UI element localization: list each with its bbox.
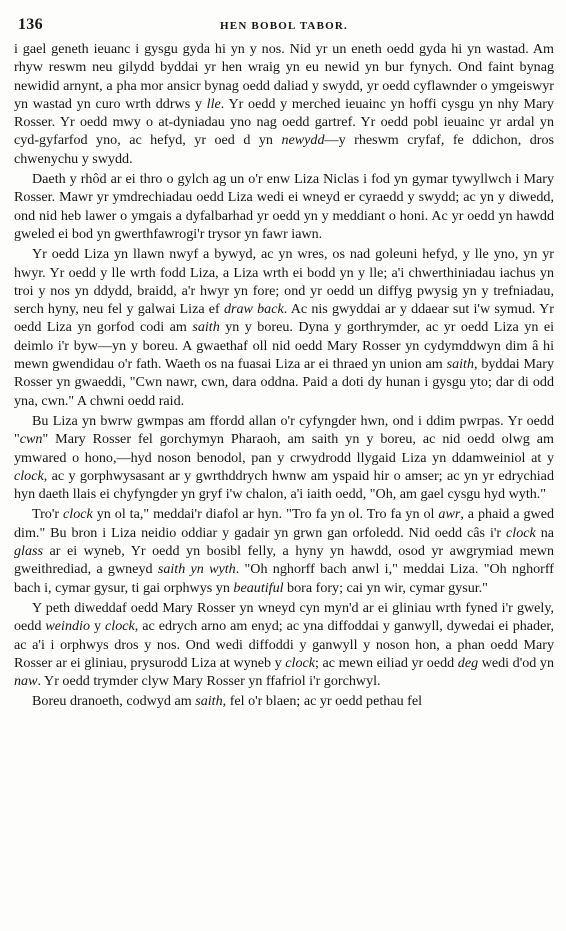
- text-run: , ac edrych arno am enyd; ac yna diffoddai y ganwyll, dywedai ei phader, ac a'i i orphwys dros y nos. Ond wedi diffoddi y ganwyll y noson hon, a phan oedd Mary Rosser ar ei gliniau, prysurodd Liza at wyneb y: [14, 618, 554, 671]
- paragraph: [14, 692, 554, 710]
- paragraph: [14, 40, 554, 168]
- paragraph: [14, 505, 554, 596]
- italic-text: saith: [192, 319, 220, 336]
- text-run: . Yr oedd y merched ieuainc yn hoffi cysgu yn nhy Mary Rosser. Yr oedd mwy o at-dyniadau yno nag oedd gartref. Yr oedd pobl ieuainc yr ardal yn cyd-gyfarfod yno, ac hefyd, yr oed d yn: [14, 95, 554, 149]
- text-run: , fel o'r blaen; ac yr oedd pethau fel: [222, 693, 423, 710]
- body-text: [14, 40, 554, 711]
- text-run: Daeth y rhôd ar ei thro o gylch ag un o'r enw Liza Niclas i fod yn gymar tywyllwch i Mary Rosser. Mawr yr ymdrechiadau oedd Liza wedi ei wneyd er cyraedd y swydd; ac yn y diwedd, ond nid heb lawer o ymgais a dyfalbarhad yr oedd yn y meddiant o honi. Ac yr oedd yn hawdd gweled ei bod yn gwerthfawrogi'r trysor yn fawr iawn.: [14, 171, 554, 242]
- paragraph: [14, 599, 554, 690]
- text-run: . Ac nis gwyddai ar y ddaear sut i'w symud. Yr oedd Liza yn gorfod codi am: [14, 301, 555, 336]
- italic-text: clock: [14, 467, 44, 484]
- italic-text: saith yn wyth: [157, 561, 236, 578]
- running-head: [14, 16, 554, 40]
- italic-text: weindio: [45, 618, 91, 635]
- paragraph: [14, 245, 554, 410]
- italic-text: clock: [63, 506, 93, 523]
- text-run: wedi d'od yn: [478, 654, 555, 671]
- italic-text: clock: [285, 654, 316, 671]
- italic-text: cwn: [19, 431, 43, 448]
- text-run: Bu Liza yn bwrw gwmpas am ffordd allan o'r cyfyngder hwn, ond i ddim pwrpas. Yr oedd ": [14, 412, 554, 448]
- italic-text: deg: [457, 654, 479, 671]
- italic-text: awr: [438, 506, 461, 523]
- text-run: Y peth diweddaf oedd Mary Rosser yn wneyd cyn myn'd ar ei gliniau wrth fyned i'r gwely, oedd: [14, 599, 554, 635]
- italic-text: clock: [506, 524, 536, 541]
- italic-text: glass: [14, 543, 43, 560]
- text-run: y: [90, 618, 106, 635]
- italic-text: saith: [446, 356, 474, 373]
- text-run: na: [535, 524, 554, 541]
- italic-text: saith: [195, 693, 223, 710]
- text-run: yn y boreu. Dyna y gorthrymder, ac yr oedd Liza yn ei deimlo i'r byw—yn y boreu. A gwaethaf oll nid oedd Mary Rosser yn cydymddwyn dim â hi mewn gwendidau o'r fath. Waeth os na fuasai Liza ar ei thraed yn union am: [14, 319, 554, 373]
- text-run: " Mary Rosser fel gorchymyn Pharaoh, am saith yn y boreu, ac nid oedd olwg am ymwared o hono,—hyd noson benodol, pan y crwydrodd llygaid Liza yn ddamweiniol at y: [14, 431, 554, 466]
- paragraph: [14, 412, 554, 503]
- text-run: Tro'r: [32, 506, 64, 523]
- text-run: i gael geneth ieuanc i gysgu gyda hi yn y nos. Nid yr un eneth oedd gyda hi yn wastad. Am rhyw reswm neu gilydd byddai yr hen wraig yn eu newid yn bur fynych. Ond faint bynag newidid arnynt, a pha mor ansicr bynag oedd daliad y swydd, yr oedd cyflawnder o ymgeiswyr yn wastad yn curo wrth ddrws y: [14, 41, 554, 112]
- page-number: 136: [18, 16, 43, 33]
- running-title: HEN BOBOL TABOR.: [220, 20, 348, 32]
- paragraph: [14, 170, 554, 243]
- text-run: , a phaid a gwed dim." Bu bron i Liza neidio oddiar y gadair yn grwn gan orfoledd. Nid oedd câs i'r: [14, 506, 554, 541]
- text-run: ar ei wyneb, Yr oedd yn bosibl felly, a hyny yn hawdd, osod yr awgrymiad mewn gweithrediad, a gwneyd: [14, 543, 554, 578]
- italic-text: draw back: [223, 301, 284, 318]
- italic-text: lle: [206, 95, 221, 112]
- italic-text: clock: [105, 618, 135, 635]
- text-run: . "Oh nghorff bach anwl i," meddai Liza. "Oh nghorff bach i, cymar gysur, ti gai orphwys yn: [14, 561, 555, 596]
- text-run: ; ac mewn eiliad yr oedd: [315, 654, 458, 671]
- italic-text: newydd: [281, 132, 325, 149]
- text-run: , ac y gorphwysasant ar y gwrthddrych hwnw am yspaid hir o amser; ac yn yr edrychiad hyn daeth llais ei chyfyngder yn gryf i'w chalon, a'i iaith oedd, "Oh, am gael cysgu hyd wyth.": [14, 467, 554, 503]
- italic-text: beautiful: [233, 579, 284, 596]
- text-run: . Yr oedd trymder clyw Mary Rosser yn ffafriol i'r gorchwyl.: [37, 673, 381, 690]
- text-run: Yr oedd Liza yn llawn nwyf a bywyd, ac yn wres, os nad goleuni hefyd, y lle yno, yn yr hwyr. Yr oedd y lle wrth fodd Liza, a Liza wrth ei bodd yn y lle; a'i chwerthiniadau iachus yn troi y nos yn ddydd, braidd, a'r hwyr yn fore; ond yr oedd un diffyg pwysig yn y trefniadau, serch hyny, neu fel y galwai Liza ef: [14, 246, 554, 318]
- text-run: yn ol ta," meddai'r diafol ar hyn. "Tro fa yn ol. Tro fa yn ol: [92, 506, 439, 523]
- text-run: Boreu dranoeth, codwyd am: [32, 693, 196, 710]
- italic-text: naw: [14, 673, 38, 690]
- text-run: —y rheswm cryfaf, fe ddichon, dros chwenychu y swydd.: [14, 132, 554, 167]
- book-page: [14, 16, 554, 711]
- text-run: bora fory; cai yn wir, cymar gysur.": [283, 579, 488, 596]
- text-run: , byddai Mary Rosser yn gwaeddi, "Cwn nawr, cwn, dara oddna. Paid a doti dy hunan i gysgu yto; dar di odd yna, cwn." A chwni oedd raid.: [14, 356, 554, 409]
